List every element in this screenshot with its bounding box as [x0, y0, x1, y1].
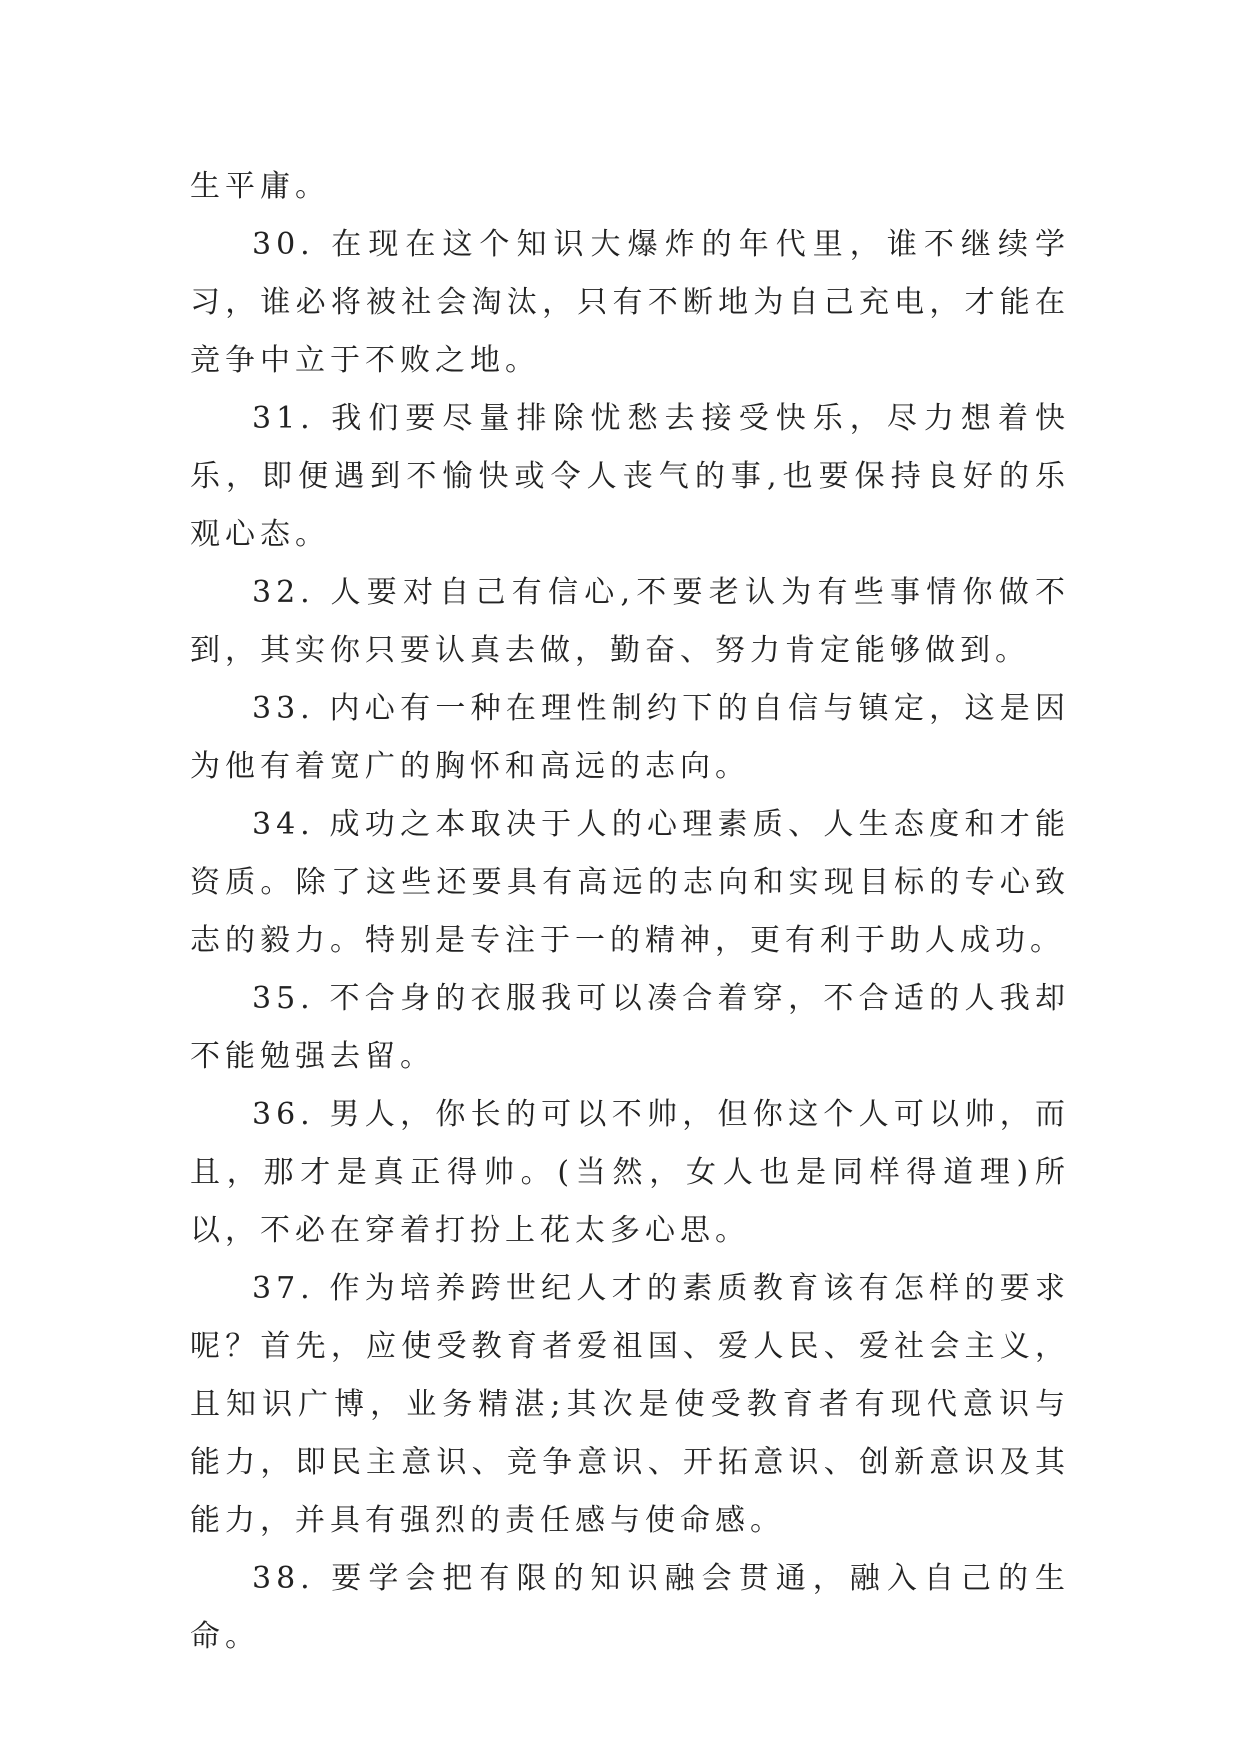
paragraph-35: 35. 不合身的衣服我可以凑合着穿，不合适的人我却不能勉强去留。	[190, 981, 1070, 1074]
paragraph-31: 31. 我们要尽量排除忧愁去接受快乐，尽力想着快乐，即便遇到不愉快或令人丧气的事,也要保持良好的乐观心态。	[190, 401, 1070, 552]
paragraph-33: 33. 内心有一种在理性制约下的自信与镇定，这是因为他有着宽广的胸怀和高远的志向。	[190, 691, 1070, 784]
paragraph-30: 30. 在现在这个知识大爆炸的年代里，谁不继续学习，谁必将被社会淘汰，只有不断地为自己充电，才能在竞争中立于不败之地。	[190, 227, 1070, 378]
paragraph-32: 32. 人要对自己有信心,不要老认为有些事情你做不到，其实你只要认真去做，勤奋、努力肯定能够做到。	[190, 575, 1070, 668]
paragraph-34: 34. 成功之本取决于人的心理素质、人生态度和才能资质。除了这些还要具有高远的志向和实现目标的专心致志的毅力。特别是专注于一的精神，更有利于助人成功。	[190, 807, 1070, 958]
paragraph-37: 37. 作为培养跨世纪人才的素质教育该有怎样的要求呢？首先，应使受教育者爱祖国、爱人民、爱社会主义，且知识广博，业务精湛;其次是使受教育者有现代意识与能力，即民主意识、竞争意识、开拓意识、创新意识及其能力，并具有强烈的责任感与使命感。	[190, 1271, 1070, 1538]
paragraph-36: 36. 男人，你长的可以不帅，但你这个人可以帅，而且，那才是真正得帅。(当然，女人也是同样得道理)所以，不必在穿着打扮上花太多心思。	[190, 1097, 1070, 1248]
document-body	[190, 158, 1070, 1666]
paragraph-38: 38. 要学会把有限的知识融会贯通，融入自己的生命。	[190, 1561, 1070, 1654]
paragraph-continued: 生平庸。	[190, 169, 330, 204]
